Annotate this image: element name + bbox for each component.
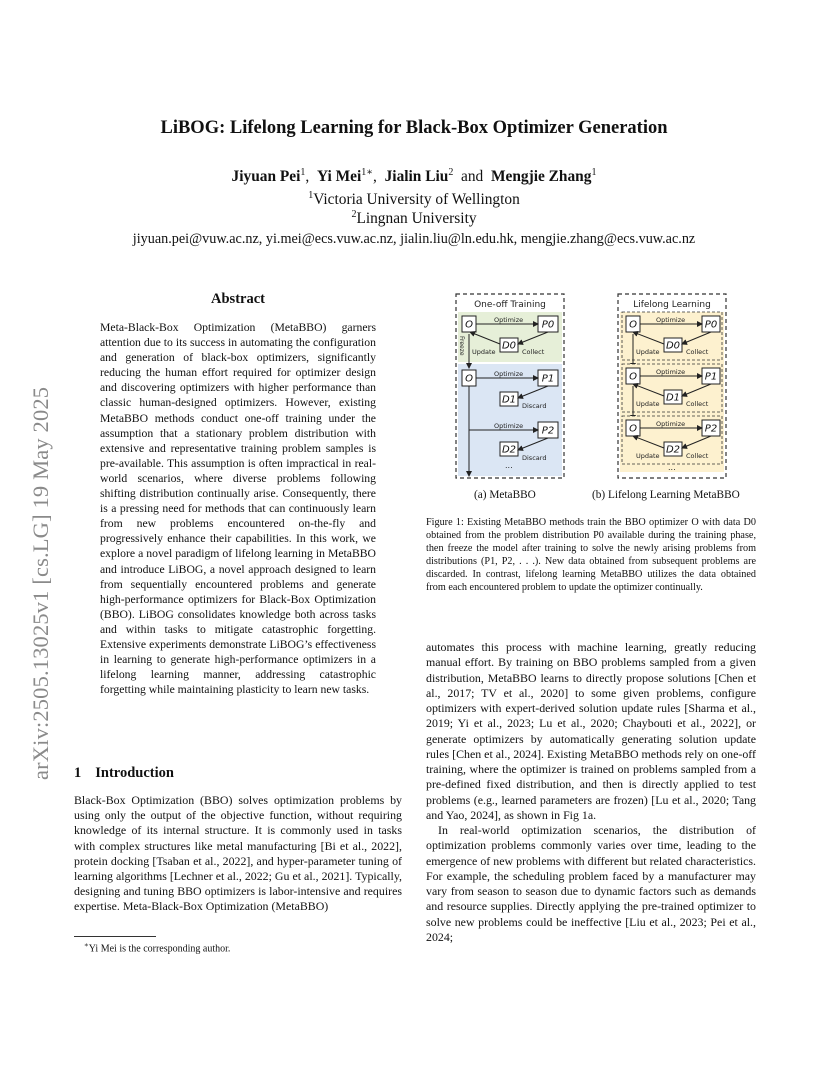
author-sup: 1∗ — [361, 167, 374, 178]
label-optimize: Optimize — [656, 420, 686, 428]
author-emails: jiyuan.pei@vuw.ac.nz, yi.mei@ecs.vuw.ac.nz, jialin.liu@ln.edu.hk, mengjie.zhang@ecs.vuw.ac.nz — [132, 231, 696, 247]
author-name: Yi Mei — [316, 168, 362, 186]
footnote-rule — [74, 936, 156, 937]
paragraph: In real-world optimization scenarios, the distribution of optimization problems commonly varies over time, leading to the emergence of new problems with different but related characteristics. For example, the scheduling problem faced by a manufacturer may vary from season to season due to dynamic factors such as demands and resource supplies. Directly applying the pre-trained optimizer to solve new problems could be ineffective [Liu et al., 2023; Pei et al., 2024; — [426, 823, 756, 944]
footnote — [84, 941, 230, 954]
subcaption-a: (a) MetaBBO — [474, 489, 536, 501]
author-sup: 1 — [591, 167, 597, 178]
abstract-text: Meta-Black-Box Optimization (MetaBBO) garners attention due to its success in automating the configuration and generation of black-box optimizers, significantly reducing the human effort required for optimizer design and discovering optimizers with higher performance than classic human-designed optimizers. However, existing MetaBBO methods conduct one-off training under the assumption that a stationary problem distribution with extensive and representative training problem samples is pre-available. This assumption is often impractical in real-world scenarios, where diverse problems following shifting distribution continually arise. Consequently, there is a pressing need for methods that can continuously learn from new problems encountered on-the-fly and progressively enhance their capabilities. In this work, we explore a novel paradigm of lifelong learning in MetaBBO and introduce LiBOG, a novel approach designed to learn from sequentially encountered problems and generate high-performance optimizers for Black-Box Optimization (BBO). LiBOG consolidates knowledge both across tasks and within tasks to mitigate catastrophic forgetting. Extensive experiments demonstrate LiBOG’s effectiveness in learning to generate high-performance optimizers in a lifelong learning manner, addressing catastrophic forgetting while maintaining plasticity to learn new tasks. — [100, 321, 376, 697]
footnote-text: Yi Mei is the corresponding author. — [88, 943, 231, 955]
paragraph: automates this process with machine learning, greatly reducing manual effort. By training on BBO problems sampled from a given distribution, MetaBBO learns to directly propose solutions [Chen et al., 2017; TV et al., 2020] to some given problems, configure optimizers with expert-derived solution update rules [Sharma et al., 2019; Yi et al., 2023; Lu et al., 2020; Chaybouti et al., 2022], or generate optimizers by automatically generating solution update rules [Chen et al., 2024]. Existing MetaBBO methods rely on one-off training, where the optimizer is trained on problems sampled from a pre-defined fixed distribution, and then is directly applied to test problems (e.g., learned parameters are frozen) [Lu et al., 2020; Tang and Yao, 2024], as shown in Fig 1a. — [426, 640, 756, 822]
node-d-label: D1 — [665, 392, 681, 404]
node-p2-label: P2 — [541, 425, 555, 437]
label-collect: Collect — [522, 348, 545, 356]
node-o-label: O — [629, 423, 637, 435]
node-d0-label: D0 — [501, 340, 517, 352]
label-optimize: Optimize — [656, 316, 686, 324]
node-o-label: O — [629, 371, 637, 383]
label-freeze: Freeze — [458, 336, 465, 356]
label-discard: Discard — [522, 454, 547, 462]
label-collect: Collect — [686, 452, 709, 460]
node-p-label: P1 — [704, 371, 718, 383]
section-title: Introduction — [95, 765, 174, 781]
section-heading — [74, 765, 188, 782]
node-d-label: D0 — [665, 340, 681, 352]
node-p1-label: P1 — [541, 373, 555, 385]
node-o-label: O — [465, 373, 473, 385]
footnote-mark: ∗ — [84, 941, 89, 949]
affiliation — [0, 209, 828, 228]
node-d1-label: D1 — [501, 394, 517, 406]
author-name: Jiyuan Pei — [231, 168, 301, 186]
node-p-label: P0 — [704, 319, 718, 331]
one-off-title: One-off Training — [474, 300, 546, 310]
author-name: Jialin Liu — [384, 168, 449, 186]
node-p0-label: P0 — [541, 319, 555, 331]
subcaption-b: (b) Lifelong Learning MetaBBO — [592, 489, 740, 501]
label-update: Update — [472, 348, 496, 356]
affiliation-sup: 2 — [351, 209, 357, 220]
author-name: Mengjie Zhang — [490, 168, 592, 186]
author-and: and — [461, 168, 484, 186]
lifelong-title: Lifelong Learning — [633, 300, 711, 310]
label-optimize: Optimize — [494, 422, 524, 430]
label-optimize: Optimize — [656, 368, 686, 376]
affiliation-sup: 1 — [308, 190, 314, 201]
figure-1-diagram — [450, 292, 740, 482]
node-d-label: D2 — [665, 444, 681, 456]
node-o-label: O — [629, 319, 637, 331]
affiliation-name: Lingnan University — [356, 210, 477, 228]
label-optimize: Optimize — [494, 316, 524, 324]
abstract-heading: Abstract — [211, 291, 265, 307]
affiliation-name: Victoria University of Wellington — [313, 191, 520, 209]
paper-title: LiBOG: Lifelong Learning for Black-Box Optimizer Generation — [160, 118, 668, 138]
right-column-text — [426, 640, 756, 945]
intro-text: Black-Box Optimization (BBO) solves optimization problems by using only the output of the objective function, without requiring knowledge of its internal structure. It is commonly used in tasks with complex structures like metal manufacturing [Bi et al., 2022], protein docking [Tsaban et al., 2022], and hyper-parameter tuning of learning algorithms [Lechner et al., 2022; Gu et al., 2021]. Typically, designing and tuning BBO optimizers is labor-intensive and requires expertise. Meta-Black-Box Optimization (MetaBBO) — [74, 793, 402, 914]
arxiv-identifier: arXiv:2505.13025v1 [cs.LG] 19 May 2025 — [28, 386, 53, 780]
ellipsis: ... — [668, 463, 676, 472]
label-optimize: Optimize — [494, 370, 524, 378]
node-d2-label: D2 — [501, 444, 517, 456]
label-collect: Collect — [686, 348, 709, 356]
section-number: 1 — [74, 765, 82, 781]
node-p-label: P2 — [704, 423, 718, 435]
label-discard: Discard — [522, 402, 547, 410]
author-sup: 2 — [448, 167, 454, 178]
figure-caption: Figure 1: Existing MetaBBO methods train the BBO optimizer O with data D0 obtained from the problem distribution P0 available during the training phase, then freeze the model after training to solve the newly arising problems from distributions (P1, P2, . . .). New data obtained from subsequent problems are discarded. In contrast, lifelong learning MetaBBO utilizes the data obtained from each encountered problem to update the optimizer continually. — [426, 517, 756, 594]
label-update: Update — [636, 452, 660, 460]
ellipsis: ... — [505, 461, 513, 470]
label-update: Update — [636, 348, 660, 356]
author-list: Jiyuan Pei$^1$, Yi Mei$^{1∗}$, Jialin Liu$^2$ and Mengjie Zhang$^1$ — [231, 167, 597, 186]
affiliation — [0, 190, 828, 209]
author-sup: 1 — [300, 167, 306, 178]
label-collect: Collect — [686, 400, 709, 408]
node-o-label: O — [465, 319, 473, 331]
label-update: Update — [636, 400, 660, 408]
